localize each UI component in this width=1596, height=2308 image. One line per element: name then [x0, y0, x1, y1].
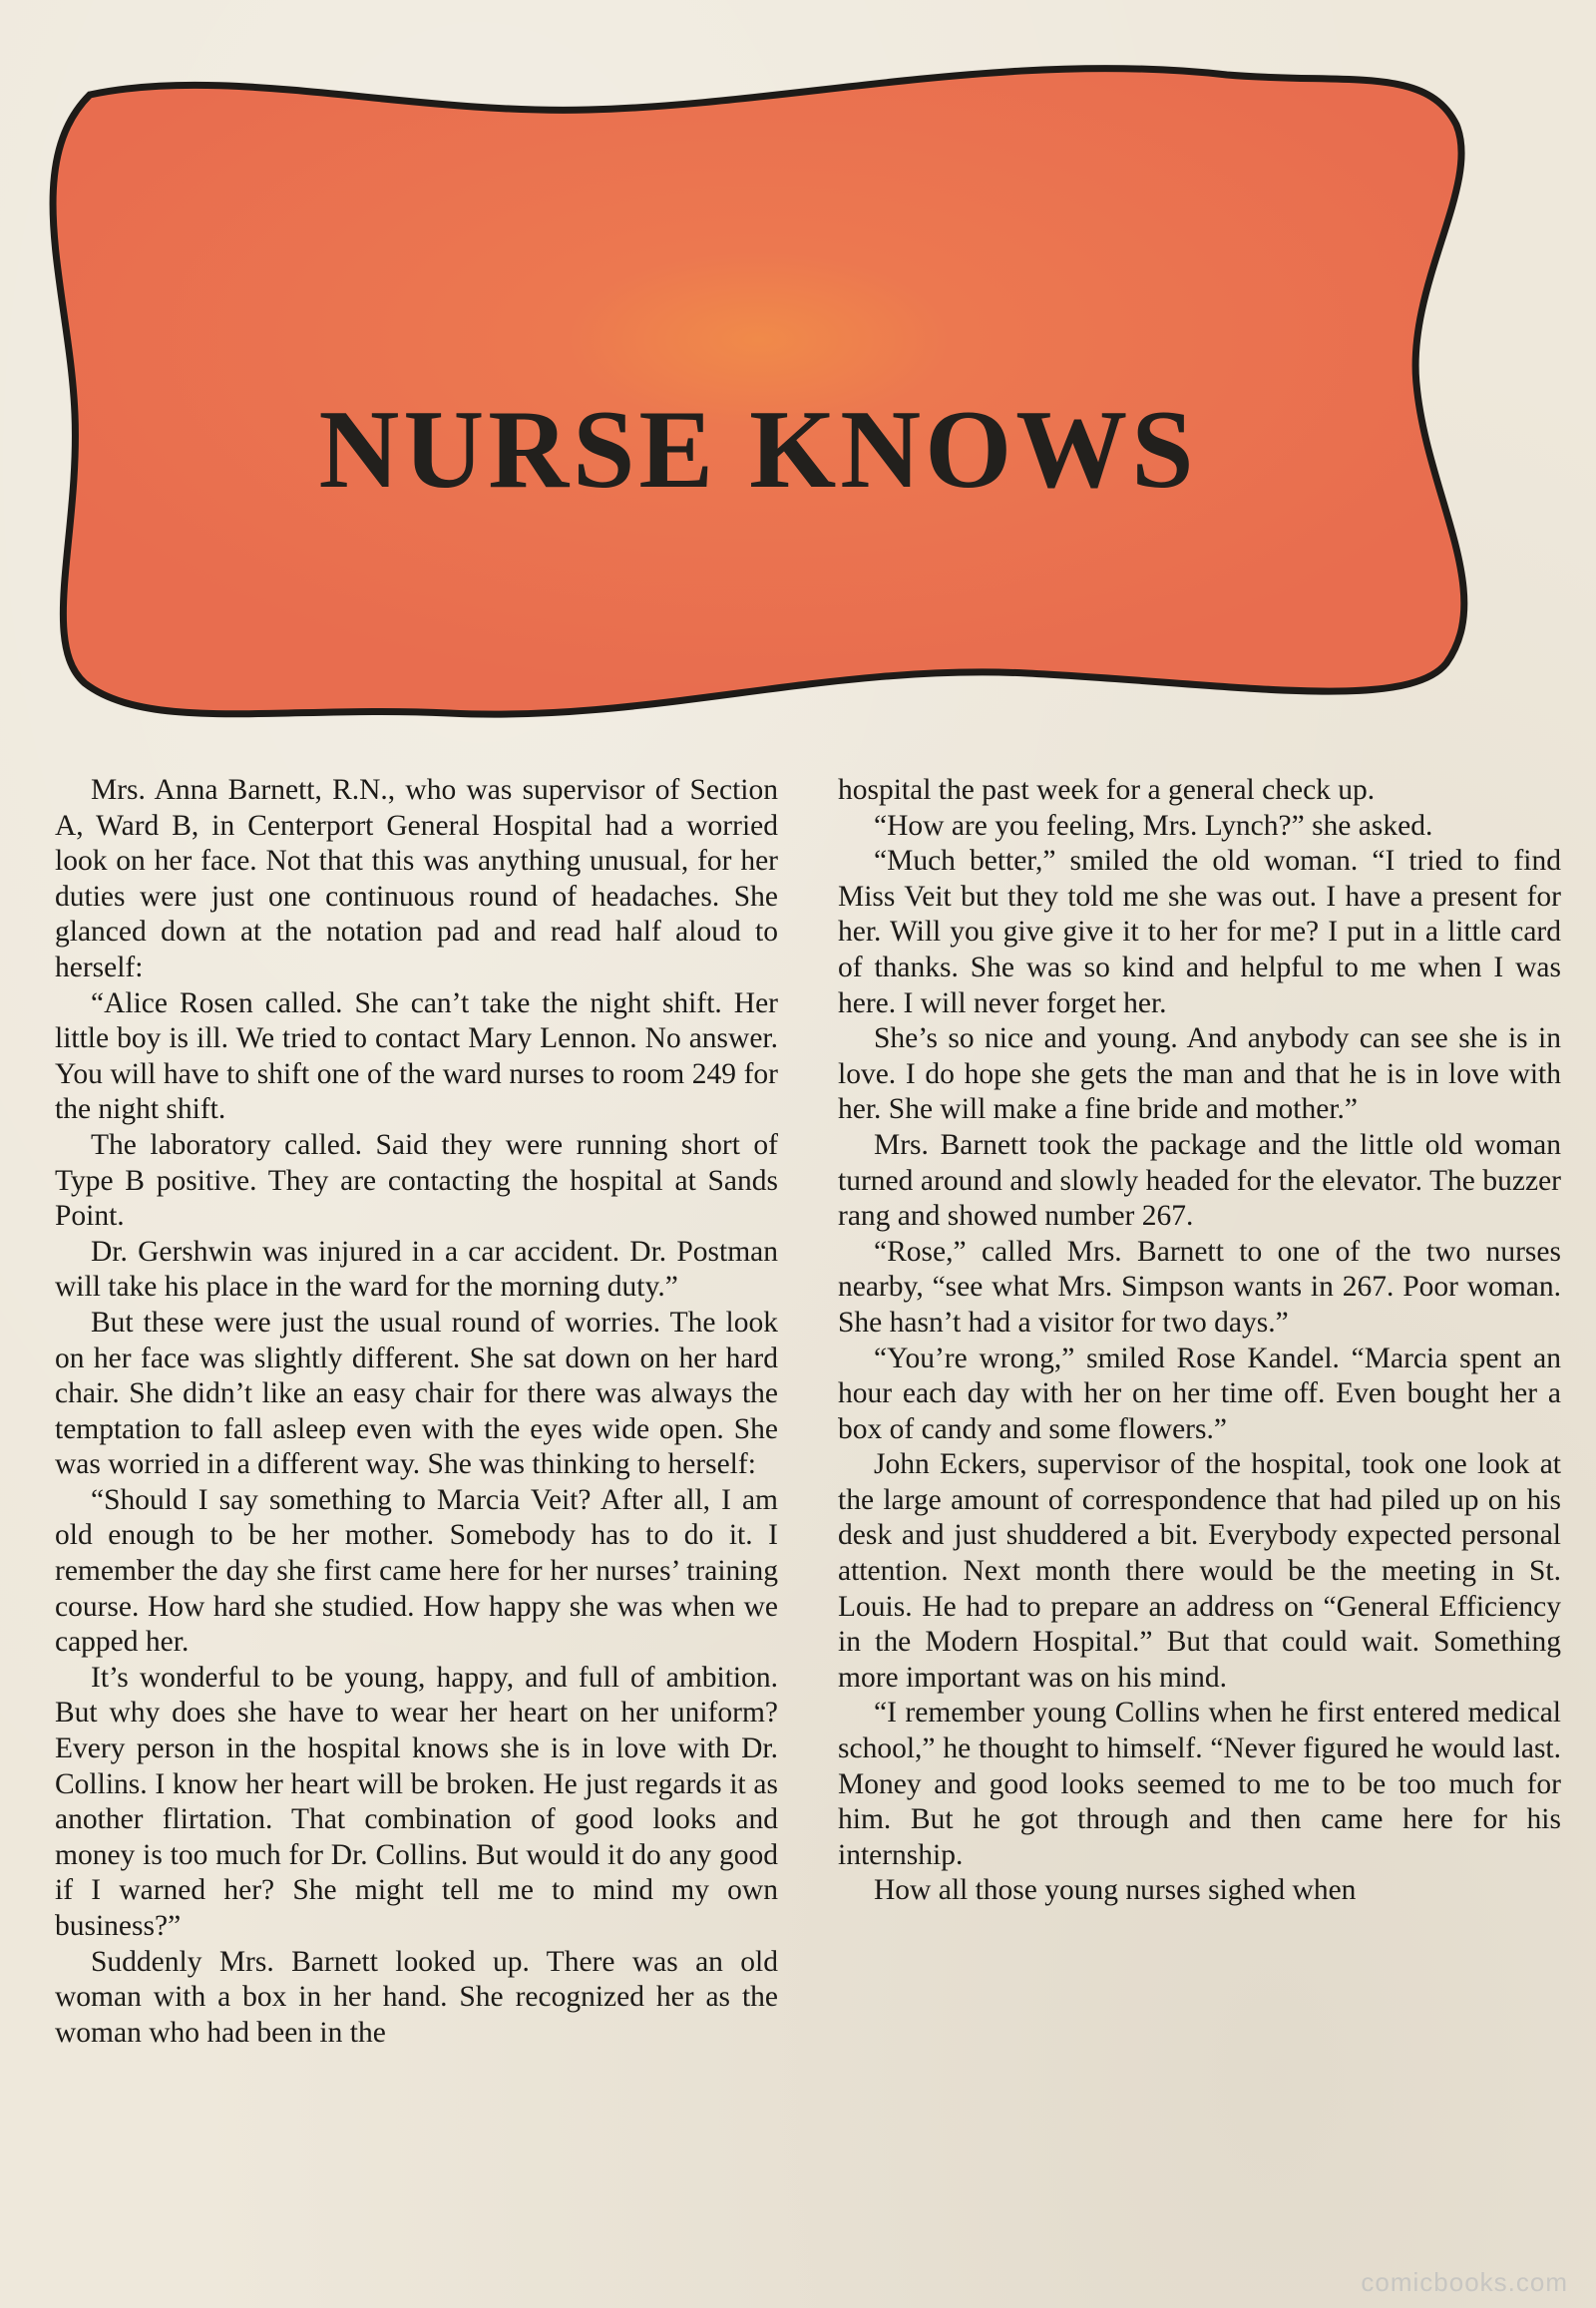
paragraph: The laboratory called. Said they were running short of Type B positive. They are contacting the hospital at Sands Point. [55, 1128, 778, 1233]
paragraph: Mrs. Barnett took the package and the little old woman turned around and slowly headed for the elevator. The buzzer rang and showed number 267. [838, 1128, 1561, 1233]
paragraph: She’s so nice and young. And anybody can see she is in love. I do hope she gets the man and that he is in love with her. She will make a fine bride and mother.” [838, 1022, 1561, 1126]
paragraph: It’s wonderful to be young, happy, and full of ambition. But why does she have to wear her heart on her uniform? Every person in the hospital knows she is in love with Dr. Collins. I know her heart will be broken. He just regards it as another flirtation. That combination of good looks and money is too much for Dr. Collins. But would it do any good if I warned her? She might tell me to mind my own business?” [55, 1661, 778, 1942]
paragraph: Mrs. Anna Barnett, R.N., who was supervisor of Section A, Ward B, in Centerport General Hospital had a worried look on her face. Not that this was anything unusual, for her duties were just one continuous round of headaches. She glanced down at the notation pad and read half aloud to herself: [55, 774, 778, 983]
story-title: NURSE KNOWS [318, 388, 1198, 512]
paragraph: “You’re wrong,” smiled Rose Kandel. “Marcia spent an hour each day with her on her time off. Even bought her a box of candy and some flowers.” [838, 1342, 1561, 1445]
left-column [55, 773, 778, 2279]
paragraph: “Rose,” called Mrs. Barnett to one of the two nurses nearby, “see what Mrs. Simpson wants in 267. Poor woman. She hasn’t had a visitor for two days.” [838, 1235, 1561, 1339]
paragraph: “Should I say something to Marcia Veit? After all, I am old enough to be her mother. Somebody has to do it. I remember the day she first came here for her nurses’ training course. How hard she studied. How happy she was when we capped her. [55, 1483, 778, 1659]
story-columns [55, 773, 1561, 2279]
paragraph: Suddenly Mrs. Barnett looked up. There was an old woman with a box in her hand. She recognized her as the woman who had been in the [55, 1945, 778, 2049]
paragraph: Dr. Gershwin was injured in a car accident. Dr. Postman will take his place in the ward for the morning duty.” [55, 1235, 778, 1304]
paragraph: John Eckers, supervisor of the hospital, took one look at the large amount of correspondence that had piled up on his desk and just shuddered a bit. Everybody expected personal attention. Next month there would be the meeting in St. Louis. He had to prepare an address on “General Efficiency in the Modern Hospital.” But that could wait. Something more important was on his mind. [838, 1448, 1561, 1694]
paragraph-continued: hospital the past week for a general check up. [838, 774, 1376, 806]
paragraph: “Alice Rosen called. She can’t take the night shift. Her little boy is ill. We tried to contact Mary Lennon. No answer. You will have to shift one of the ward nurses to room 249 for the night shift. [55, 986, 778, 1126]
paragraph: “Much better,” smiled the old woman. “I tried to find Miss Veit but they told me she was out. I have a present for her. Will you give give it to her for me? I put in a little card of thanks. She was so kind and helpful to me when I was here. I will never forget her. [838, 845, 1561, 1019]
paragraph: How all those young nurses sighed when [874, 1874, 1357, 1907]
paragraph: “How are you feeling, Mrs. Lynch?” she asked. [874, 809, 1433, 842]
watermark: comicbooks.com [1361, 2267, 1568, 2297]
paragraph: “I remember young Collins when he first entered medical school,” he thought to himself. “Never figured he would last. Money and good looks seemed to me to be too much for him. But he got through and then came here for his internship. [838, 1697, 1561, 1871]
title-banner [30, 55, 1486, 733]
paragraph: But these were just the usual round of worries. The look on her face was slightly different. She sat down on her hard chair. She didn’t like an easy chair for there was always the temptation to fall asleep even with the eyes wide open. She was worried in a different way. She was thinking to herself: [55, 1306, 778, 1481]
right-column [838, 773, 1561, 2279]
